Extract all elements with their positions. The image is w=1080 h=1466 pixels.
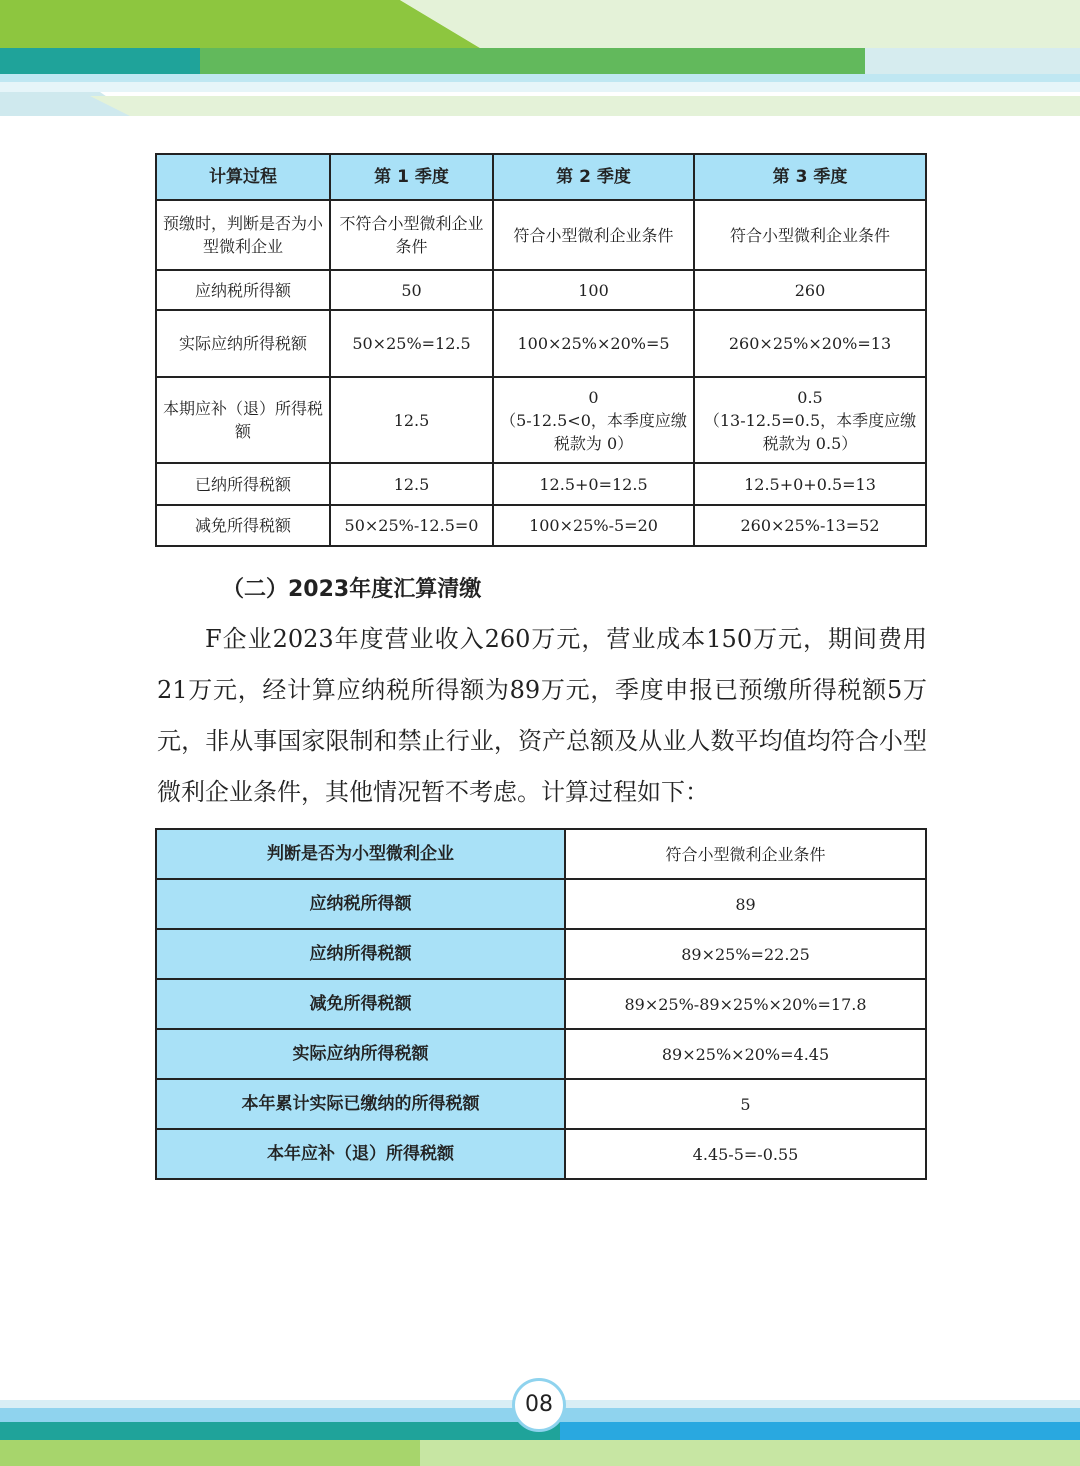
quarterly-table xyxy=(155,153,927,547)
row-label: 实际应纳所得税额 xyxy=(156,1029,565,1079)
row-label: 本年应补（退）所得税额 xyxy=(156,1129,565,1179)
table-row xyxy=(156,929,926,979)
row-label: 减免所得税额 xyxy=(156,505,330,546)
row-label: 已纳所得税额 xyxy=(156,463,330,505)
page-number: 08 xyxy=(512,1378,566,1432)
table-row xyxy=(156,270,926,310)
row-label: 判断是否为小型微利企业 xyxy=(156,829,565,879)
header-cell: 计算过程 xyxy=(156,154,330,200)
table-cell: 不符合小型微利企业条件 xyxy=(330,200,493,270)
cell-note: （13-12.5=0.5，本季度应缴税款为 0.5） xyxy=(703,410,917,453)
header-cell: 第 1 季度 xyxy=(330,154,493,200)
table-row xyxy=(156,829,926,879)
table-header-row xyxy=(156,154,926,200)
row-label: 应纳税所得额 xyxy=(156,270,330,310)
table-cell: 50×25%=12.5 xyxy=(330,310,493,377)
row-label: 减免所得税额 xyxy=(156,979,565,1029)
table-row xyxy=(156,879,926,929)
row-label: 应纳所得税额 xyxy=(156,929,565,979)
table-cell xyxy=(493,377,694,463)
table-cell: 符合小型微利企业条件 xyxy=(493,200,694,270)
table-cell: 12.5+0=12.5 xyxy=(493,463,694,505)
table-cell: 符合小型微利企业条件 xyxy=(694,200,926,270)
table-row xyxy=(156,377,926,463)
table-cell: 12.5 xyxy=(330,463,493,505)
table-row xyxy=(156,310,926,377)
table-cell: 89×25%-89×25%×20%=17.8 xyxy=(565,979,926,1029)
table-cell: 100×25%×20%=5 xyxy=(493,310,694,377)
table-cell: 12.5 xyxy=(330,377,493,463)
table-cell: 12.5+0+0.5=13 xyxy=(694,463,926,505)
table-cell: 260×25%-13=52 xyxy=(694,505,926,546)
header-cell: 第 2 季度 xyxy=(493,154,694,200)
table-row xyxy=(156,979,926,1029)
table-cell: 260 xyxy=(694,270,926,310)
table-cell xyxy=(694,377,926,463)
table-row xyxy=(156,505,926,546)
row-label: 预缴时，判断是否为小型微利企业 xyxy=(156,200,330,270)
table-row xyxy=(156,1129,926,1179)
body-paragraph: F企业2023年度营业收入260万元，营业成本150万元，期间费用21万元，经计算应纳税所得额为89万元，季度申报已预缴所得税额5万元，非从事国家限制和禁止行业，资产总额及从业人数平均值均符合小型微利企业条件，其他情况暂不考虑。计算过程如下： xyxy=(157,625,927,806)
header-banner xyxy=(0,0,1080,120)
table-cell: 89×25%×20%=4.45 xyxy=(565,1029,926,1079)
table-cell: 50×25%-12.5=0 xyxy=(330,505,493,546)
annual-table xyxy=(155,828,927,1180)
table-cell: 符合小型微利企业条件 xyxy=(565,829,926,879)
table-cell: 89×25%=22.25 xyxy=(565,929,926,979)
table-cell: 260×25%×20%=13 xyxy=(694,310,926,377)
row-label: 本期应补（退）所得税额 xyxy=(156,377,330,463)
section-title: （二）2023年度汇算清缴 xyxy=(222,577,482,602)
cell-value: 0.5 xyxy=(797,387,823,407)
table-cell: 100×25%-5=20 xyxy=(493,505,694,546)
table-cell: 50 xyxy=(330,270,493,310)
row-label: 本年累计实际已缴纳的所得税额 xyxy=(156,1079,565,1129)
cell-note: （5-12.5<0，本季度应缴税款为 0） xyxy=(500,410,687,453)
table-cell: 89 xyxy=(565,879,926,929)
table-cell: 5 xyxy=(565,1079,926,1129)
header-cell: 第 3 季度 xyxy=(694,154,926,200)
table-cell: 4.45-5=-0.55 xyxy=(565,1129,926,1179)
row-label: 应纳税所得额 xyxy=(156,879,565,929)
table-row xyxy=(156,463,926,505)
table-cell: 100 xyxy=(493,270,694,310)
table-row xyxy=(156,1079,926,1129)
table-row xyxy=(156,1029,926,1079)
cell-value: 0 xyxy=(588,387,599,407)
row-label: 实际应纳所得税额 xyxy=(156,310,330,377)
table-row xyxy=(156,200,926,270)
